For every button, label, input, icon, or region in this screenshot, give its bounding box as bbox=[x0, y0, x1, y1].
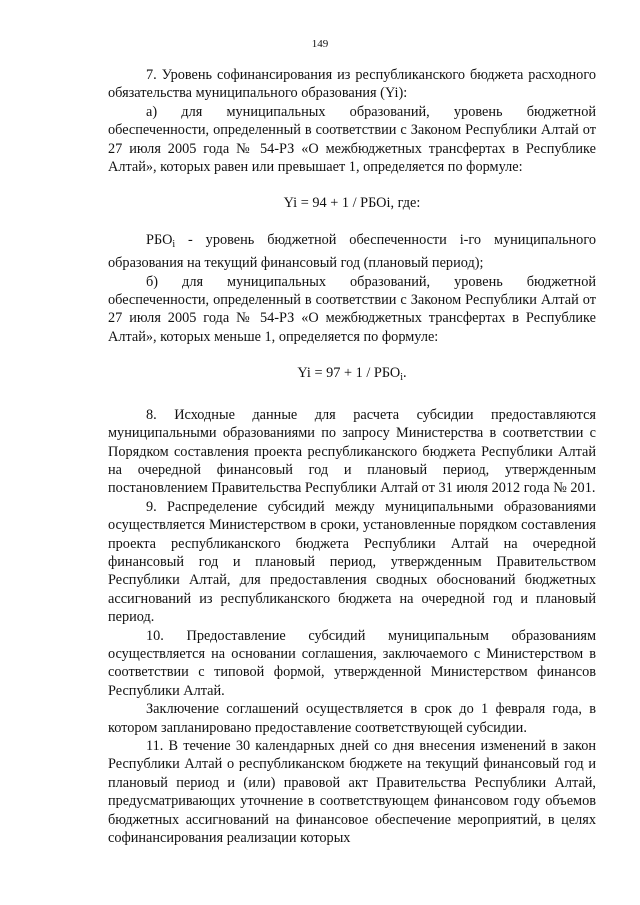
paragraph-11: 11. В течение 30 календарных дней со дня внесения изменений в закон Республики Алтай о республиканском бюджете на текущий финансовый год и плановый период и (или) правовой акт Правительства Республики Алтай, предусматривающих уточнение в соответствующем финансовом году объемов бюджетных ассигнований на финансовое обеспечение мероприятий, в целях софинансирования реализации которых bbox=[108, 738, 596, 847]
formula-2-main: Yi = 97 + 1 / РБО bbox=[297, 365, 401, 382]
paragraph-10: 10. Предоставление субсидий муниципальным образованиям осуществляется на основании соглашения, заключаемого с Министерством в соответствии с типовой формой, утвержденной Министерством финансов Республики Алтай. bbox=[108, 627, 596, 699]
rbo-definition bbox=[108, 231, 596, 273]
formula-1: Yi = 94 + 1 / РБОi, где: bbox=[283, 195, 421, 212]
rbo-subscript: i bbox=[172, 238, 176, 250]
formula-2 bbox=[108, 364, 596, 387]
formula-2-end: . bbox=[403, 365, 407, 382]
formula-2-subscript: i bbox=[400, 372, 404, 384]
paragraph-9: 9. Распределение субсидий между муниципальными образованиями осуществляется Министерством в сроки, установленные порядком составления проекта республиканского бюджета Республики Алтай на очередной финансовый год и плановый период, утвержденным Правительством Республики Алтай, для предоставления сводных обоснований бюджетных ассигнований из республиканского бюджета на очередной год и плановый период. bbox=[108, 498, 596, 626]
paragraph-7a: а) для муниципальных образований, уровень бюджетной обеспеченности, определенный в соответствии с Законом Республики Алтай от 27 июля 2005 года № 54-РЗ «О межбюджетных трансфертах в Республике Алтай», которых равен или превышает 1, определяется по формуле: bbox=[108, 103, 596, 176]
page-number: 149 bbox=[311, 38, 329, 50]
paragraph-10b: Заключение соглашений осуществляется в срок до 1 февраля года, в котором запланировано предоставление соответствующей субсидии. bbox=[108, 701, 596, 736]
paragraph-8: 8. Исходные данные для расчета субсидии предоставляются муниципальными образованиями по запросу Министерства в соответствии с Порядком составления проекта республиканского бюджета Республики Алтай на очередной финансовый год и плановый период, утвержденным постановлением Правительства Республики Алтай от 31 июля 2012 года № 201. bbox=[108, 406, 596, 497]
rbo-definition-text: - уровень бюджетной обеспеченности i-го муниципального образования на текущий финансовый год (плановый период); bbox=[108, 231, 596, 272]
paragraph-7b: б) для муниципальных образований, уровень бюджетной обеспеченности, определенный в соответствии с Законом Республики Алтай от 27 июля 2005 года № 54-РЗ «О межбюджетных трансфертах в Республике Алтай», которых меньше 1, определяется по формуле: bbox=[108, 273, 596, 345]
paragraph-7: 7. Уровень софинансирования из республиканского бюджета расходного обязательства муниципального образования (Yi): bbox=[108, 67, 596, 102]
rbo-symbol: РБО bbox=[146, 231, 173, 248]
document-body bbox=[108, 66, 596, 847]
